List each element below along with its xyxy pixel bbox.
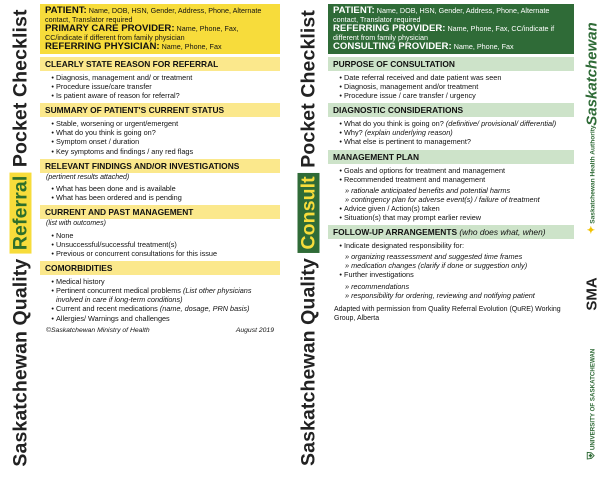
list-item <box>56 286 280 304</box>
section-heading: MANAGEMENT PLAN <box>328 150 574 164</box>
list-item: • What has been ordered and is pending <box>56 193 280 202</box>
referral-contact-box <box>40 4 280 54</box>
date-text: August 2019 <box>235 326 274 334</box>
logo-strip <box>575 4 609 472</box>
section-heading: SUMMARY OF PATIENT'S CURRENT STATUS <box>40 103 280 117</box>
list-item: • Further investigations <box>344 270 574 279</box>
sub-list-item: » medication changes (clarify if done or suggestion only) <box>354 261 574 270</box>
usask-logo <box>587 349 598 460</box>
crest-icon: ⛨ <box>586 451 598 460</box>
section-heading <box>328 225 574 239</box>
leaf-icon: ✦ <box>586 225 598 234</box>
list-item: • Previous or concurrent consultations for this issue <box>56 249 280 258</box>
list-item: • Indicate designated responsibility for: <box>344 241 574 250</box>
section-heading: RELEVANT FINDINGS AND/OR INVESTIGATIONS <box>40 159 280 173</box>
section-heading: DIAGNOSTIC CONSIDERATIONS <box>328 103 574 117</box>
logo-text: UNIVERSITY OF SASKATCHEWAN <box>589 348 597 451</box>
list-item <box>56 304 280 313</box>
consulting-provider-text: Name, Phone, Fax <box>453 42 514 51</box>
referral-content <box>40 4 280 338</box>
section-subheading: (list with outcomes) <box>46 220 106 228</box>
referral-title-suffix: Pocket Checklist <box>9 9 32 173</box>
item-text: Why? <box>344 128 365 138</box>
list-item: • What do you think is going on? <box>56 128 280 137</box>
logo-text: Saskatchewan <box>583 22 601 126</box>
list-item: • What else is pertinent to management? <box>344 137 574 146</box>
list-item: • Is patient aware of reason for referral? <box>56 91 280 100</box>
list-item <box>344 119 574 128</box>
list-item: • Key symptoms and findings / any red flags <box>56 147 280 156</box>
consult-vertical-title <box>292 4 326 472</box>
section-subheading: (pertinent results attached) <box>46 173 130 181</box>
saskatchewan-logo <box>584 22 601 125</box>
patient-text: Name, DOB, HSN, Gender, Address, Phone, Alternate contact, Translator required <box>333 6 550 24</box>
logo-text: Saskatchewan Health Authority <box>589 125 597 224</box>
referral-title-highlight: Referral <box>10 173 32 254</box>
list-item: • Date referral received and date patient was seen <box>344 73 574 82</box>
item-text: What do you think is going on? <box>344 119 446 129</box>
list-item: • Diagnosis, management and/ or treatment <box>56 73 280 82</box>
sub-list-item: » responsibility for ordering, reviewing and notifying patient <box>354 291 574 300</box>
referring-physician-text: Name, Phone, Fax <box>161 42 222 51</box>
list-item: • Medical history <box>56 277 280 286</box>
health-authority-logo <box>586 125 598 234</box>
referral-title-prefix: Saskatchewan Quality <box>9 253 32 467</box>
list-item: • What has been done and is available <box>56 184 280 193</box>
referral-vertical-title <box>4 4 38 472</box>
consult-title-suffix: Pocket Checklist <box>297 10 320 174</box>
list-item: • Procedure issue/care transfer <box>56 82 280 91</box>
section-followup <box>328 225 574 300</box>
item-note: (List other physicians involved in care if long-term conditions) <box>56 286 252 305</box>
heading-text: FOLLOW-UP ARRANGEMENTS <box>333 227 458 238</box>
sub-list-item: » recommendations <box>354 282 574 291</box>
consult-content <box>328 4 574 323</box>
section-findings <box>40 159 280 203</box>
section-purpose <box>328 57 574 100</box>
primary-care-provider-label: PRIMARY CARE PROVIDER: <box>45 23 175 34</box>
section-status <box>40 103 280 155</box>
list-item: • Allergies/ Warnings and challenges <box>56 314 280 323</box>
item-text: Current and recent medications <box>56 304 160 314</box>
section-diagnostic <box>328 103 574 146</box>
primary-care-provider-text: Name, Phone, Fax, CC/indicate if different from family physician <box>45 24 239 42</box>
sub-list-item: » rationale anticipated benefits and potential harms <box>354 186 574 195</box>
list-item: • Diagnosis, management and/or treatment <box>344 82 574 91</box>
section-comorbidities <box>40 261 280 322</box>
referring-provider-label: REFERRING PROVIDER: <box>333 23 446 34</box>
section-heading: CURRENT AND PAST MANAGEMENT <box>40 205 280 219</box>
list-item: • Recommended treatment and management <box>344 175 574 184</box>
consult-checklist-card <box>292 4 608 472</box>
list-item: • Advice given / Action(s) taken <box>344 204 574 213</box>
list-item: • Symptom onset / duration <box>56 137 280 146</box>
section-heading: PURPOSE OF CONSULTATION <box>328 57 574 71</box>
list-item: • Situation(s) that may prompt earlier review <box>344 213 574 222</box>
patient-text: Name, DOB, HSN, Gender, Address, Phone, Alternate contact, Translator required <box>45 6 262 24</box>
patient-label: PATIENT: <box>333 5 375 16</box>
list-item <box>344 128 574 137</box>
referral-footer <box>40 323 280 338</box>
referring-provider-text: Name, Phone, Fax, CC/indicate if different from family physician <box>333 24 555 42</box>
consulting-provider-label: CONSULTING PROVIDER: <box>333 41 452 52</box>
heading-note: (who does what, when) <box>459 227 546 238</box>
adapted-credit: Adapted with permission from Quality Referral Evolution (QuRE) Working Group, Alberta <box>334 305 561 322</box>
list-item: • Goals and options for treatment and management <box>344 166 574 175</box>
item-note: (explain underlying reason) <box>364 128 453 138</box>
consult-title-prefix: Saskatchewan Quality <box>297 252 320 466</box>
list-item: • None <box>56 231 280 240</box>
patient-label: PATIENT: <box>45 5 87 16</box>
sub-list-item: » contingency plan for adverse event(s) / failure of treatment <box>354 195 574 204</box>
list-item: • Stable, worsening or urgent/emergent <box>56 119 280 128</box>
section-management-plan <box>328 150 574 223</box>
list-item: • Unsuccessful/successful treatment(s) <box>56 240 280 249</box>
referral-checklist-card <box>4 4 280 472</box>
item-text: Pertinent concurrent medical problems <box>56 286 183 296</box>
section-heading: CLEARLY STATE REASON FOR REFERRAL <box>40 57 280 71</box>
section-heading: COMORBIDITIES <box>40 261 280 275</box>
section-management <box>40 205 280 258</box>
item-note: (definitive/ provisional/ differential) <box>445 119 557 129</box>
sub-list-item: » organizing reassessment and suggested time frames <box>354 252 574 261</box>
referring-physician-label: REFERRING PHYSICIAN: <box>45 41 160 52</box>
copyright-text: ©Saskatchewan Ministry of Health <box>46 326 150 334</box>
section-reason <box>40 57 280 100</box>
consult-title-highlight: Consult <box>298 173 320 252</box>
sma-logo <box>584 277 601 310</box>
list-item: • Procedure issue / care transfer / urgency <box>344 91 574 100</box>
logo-text: SMA <box>583 277 601 311</box>
consult-contact-box <box>328 4 574 54</box>
item-note: (name, dosage, PRN basis) <box>159 304 250 314</box>
